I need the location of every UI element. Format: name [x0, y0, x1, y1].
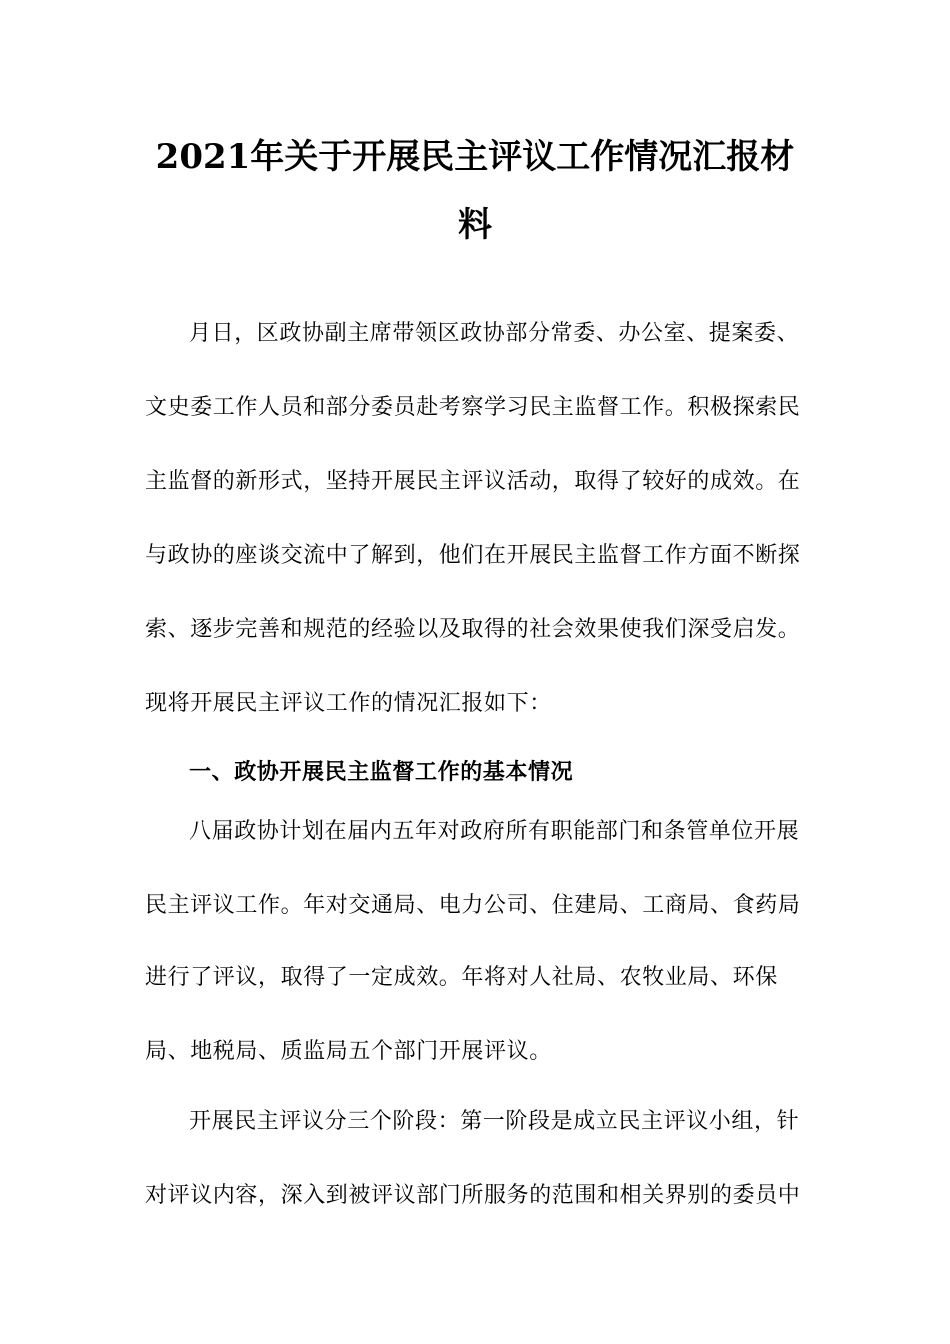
paragraph-line: 月日，区政协副主席带领区政协部分常委、办公室、提案委、 [189, 321, 800, 346]
paragraph-line: 八届政协计划在届内五年对政府所有职能部门和条管单位开展 [189, 819, 800, 844]
section-heading: 一、政协开展民主监督工作的基本情况 [189, 759, 574, 785]
paragraph-line: 现将开展民主评议工作的情况汇报如下： [145, 691, 552, 716]
paragraph-line: 对评议内容，深入到被评议部门所服务的范围和相关界别的委员中 [145, 1183, 801, 1208]
paragraph-line: 民主评议工作。年对交通局、电力公司、住建局、工商局、食药局 [145, 893, 801, 918]
paragraph-line: 索、逐步完善和规范的经验以及取得的社会效果使我们深受启发。 [145, 617, 801, 642]
paragraph-line: 与政协的座谈交流中了解到，他们在开展民主监督工作方面不断探 [145, 543, 801, 568]
paragraph-line: 主监督的新形式，坚持开展民主评议活动，取得了较好的成效。在 [145, 469, 801, 494]
paragraph-line: 文史委工作人员和部分委员赴考察学习民主监督工作。积极探索民 [145, 395, 801, 420]
paragraph-line: 开展民主评议分三个阶段：第一阶段是成立民主评议小组，针 [189, 1109, 800, 1134]
document-title-line-2: 料 [458, 205, 492, 245]
document-title-line-1: 2021年关于开展民主评议工作情况汇报材 [155, 137, 795, 177]
paragraph-line: 进行了评议，取得了一定成效。年将对人社局、农牧业局、环保 [145, 965, 778, 990]
paragraph-line: 局、地税局、质监局五个部门开展评议。 [145, 1039, 552, 1064]
